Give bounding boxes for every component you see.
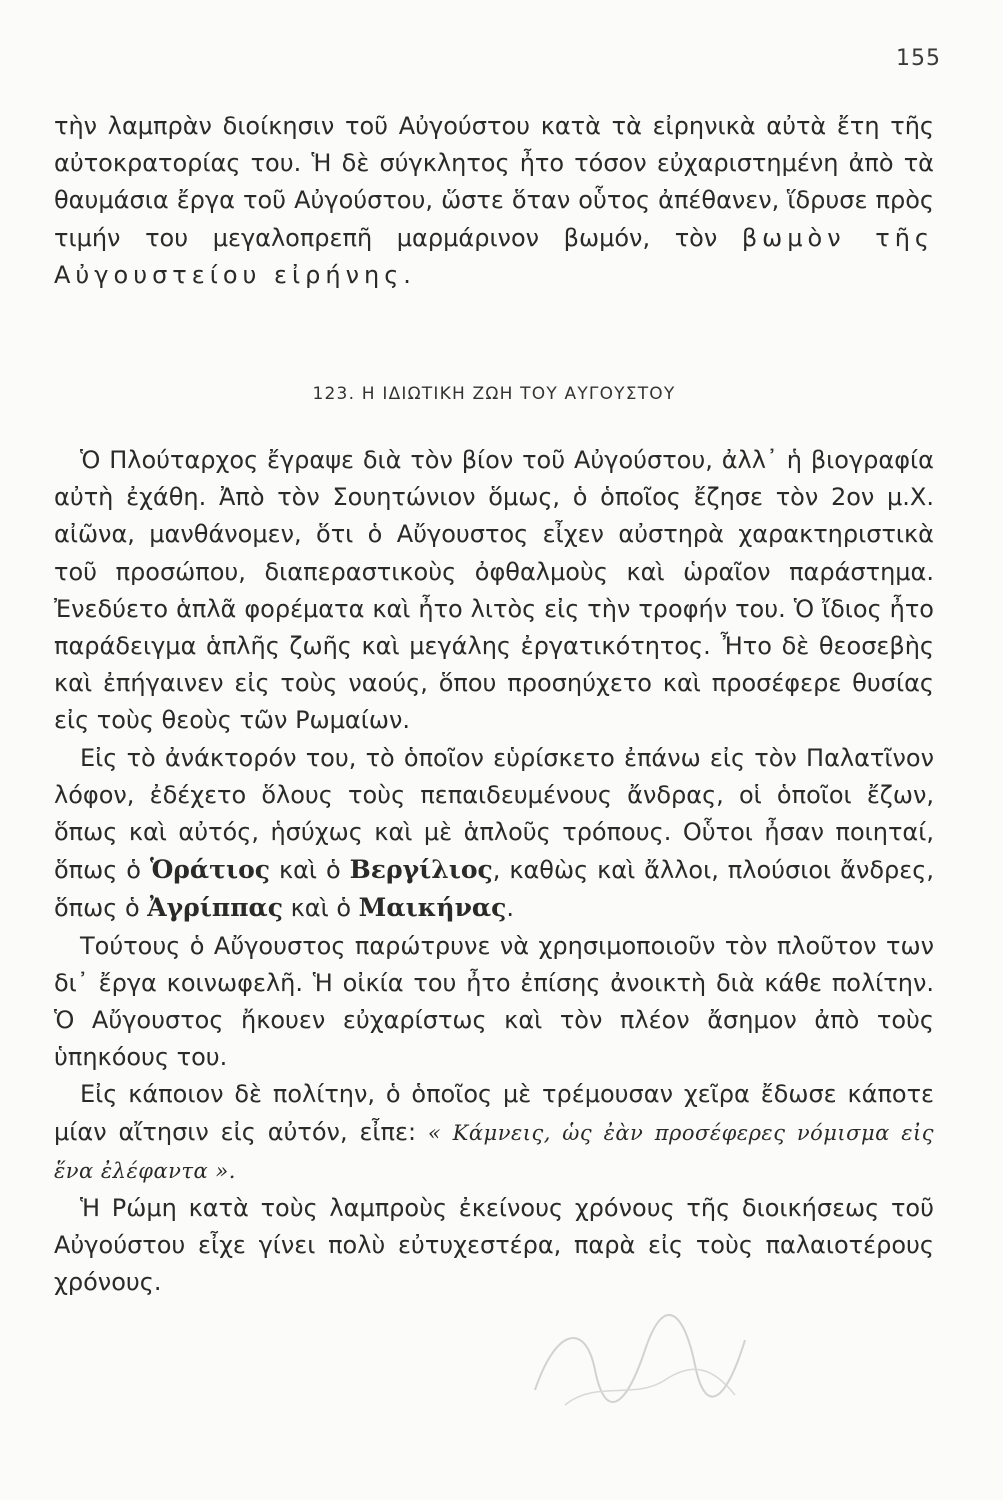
- name-virgil: Βεργίλιος: [349, 855, 493, 885]
- paragraph-2: [54, 740, 934, 928]
- name-maecenas: Μαικήνας: [358, 893, 507, 923]
- section-heading: 123. Η ΙΔΙΩΤΙΚΗ ΖΩΗ ΤΟΥ ΑΥΓΟΥΣΤΟΥ: [312, 384, 676, 404]
- paragraph-2-text-e: .: [506, 894, 515, 923]
- intro-text-spaced: βωμὸν τῆς Αὐγουστείου εἰρήνης.: [54, 223, 934, 289]
- paragraph-5: Ἡ Ρώμη κατὰ τοὺς λαμπροὺς ἐκείνους χρόνους τῆς διοικήσεως τοῦ Αὐγούστου εἶχε γίνει πολὺ εὐτυχεστέρα, παρὰ εἰς τοὺς παλαιοτέρους χρόνους.: [54, 1194, 934, 1297]
- paragraph-3: Τούτους ὁ Αὔγουστος παρώτρυνε νὰ χρησιμοποιοῦν τὸν πλοῦτον των δι᾿ ἔργα κοινωφελῆ. Ἡ οἰκία του ἦτο ἐπίσης ἀνοικτὴ διὰ κάθε πολίτην. Ὁ Αὔγουστος ἤκουεν εὐχαρίστως καὶ τὸν πλέον ἄσημον ἀπὸ τοὺς ὑπηκόους του.: [54, 931, 934, 1072]
- intro-paragraph: [54, 108, 934, 294]
- section-body: [54, 442, 934, 1302]
- name-agrippa: Ἀγρίππας: [147, 893, 283, 923]
- paragraph-2-text-c: , καθὼς καὶ ἄλλοι, πλούσιοι ἄνδρες, ὅπως ὁ: [54, 856, 934, 923]
- augustus-quote: « Κάμνεις, ὡς ἐὰν προσέφερες νόμισμα εἰς ἕνα ἐλέφαντα ».: [54, 1120, 934, 1183]
- paragraph-4-text: Εἰς κάποιον δὲ πολίτην, ὁ ὁποῖος μὲ τρέμουσαν χεῖρα ἔδωσε κάποτε μίαν αἴτησιν εἰς αὐτόν, εἶπε:: [54, 1080, 934, 1146]
- paragraph-2-text-a: Εἰς τὸ ἀνάκτορόν του, τὸ ὁποῖον εὑρίσκετο ἐπάνω εἰς τὸν Παλατῖνον λόφον, ἐδέχετο ὅλους τοὺς πεπαιδευμένους ἄνδρας, οἱ ὁποῖοι ἔζων, ὅπως καὶ αὐτός, ἡσύχως καὶ μὲ ἁπλοῦς τρόπους. Οὗτοι ἦσαν ποιηταί, ὅπως ὁ: [54, 743, 934, 885]
- paragraph-1: Ὁ Πλούταρχος ἔγραψε διὰ τὸν βίον τοῦ Αὐγούστου, ἀλλ᾿ ἡ βιογραφία αὐτὴ ἐχάθη. Ἀπὸ τὸν Σουητώνιον ὅμως, ὁ ὁποῖος ἔζησε τὸν 2ον μ.Χ. αἰῶνα, μανθάνομεν, ὅτι ὁ Αὔγουστος εἶχεν αὐστηρὰ χαρακτηριστικὰ τοῦ προσώπου, διαπεραστικοὺς ὀφθαλμοὺς καὶ ὡραῖον παράστημα. Ἐνεδύετο ἁπλᾶ φορέματα καὶ ἦτο λιτὸς εἰς τὴν τροφήν του. Ὁ ἴδιος ἦτο παράδειγμα ἁπλῆς ζωῆς καὶ μεγάλης ἐργατικότητος. Ἦτο δὲ θεοσεβὴς καὶ ἐπήγαινεν εἰς τοὺς ναούς, ὅπου προσηύχετο καὶ προσέφερε θυσίας εἰς τοὺς θεοὺς τῶν Ρωμαίων.: [54, 446, 934, 735]
- intro-text: [54, 108, 934, 294]
- name-horace: Ὁράτιος: [149, 855, 270, 885]
- page-number: 155: [896, 46, 941, 71]
- intro-text-main: τὴν λαμπρὰν διοίκησιν τοῦ Αὐγούστου κατὰ τὰ εἰρηνικὰ αὐτὰ ἔτη τῆς αὐτοκρατορίας του. Ἡ δὲ σύγκλητος ἦτο τόσον εὐχαριστημένη ἀπὸ τὰ θαυμάσια ἔργα τοῦ Αὐγούστου, ὥστε ὅταν οὗτος ἀπέθανεν, ἵδρυσε πρὸς τιμήν του μεγαλοπρεπῆ μαρμάρινον βωμόν, τὸν: [54, 112, 934, 252]
- paragraph-4: [54, 1076, 934, 1190]
- paragraph-2-text-b: καὶ ὁ: [278, 856, 341, 885]
- paragraph-2-text-d: καὶ ὁ: [290, 894, 352, 923]
- pencil-scribble: [525, 1310, 755, 1420]
